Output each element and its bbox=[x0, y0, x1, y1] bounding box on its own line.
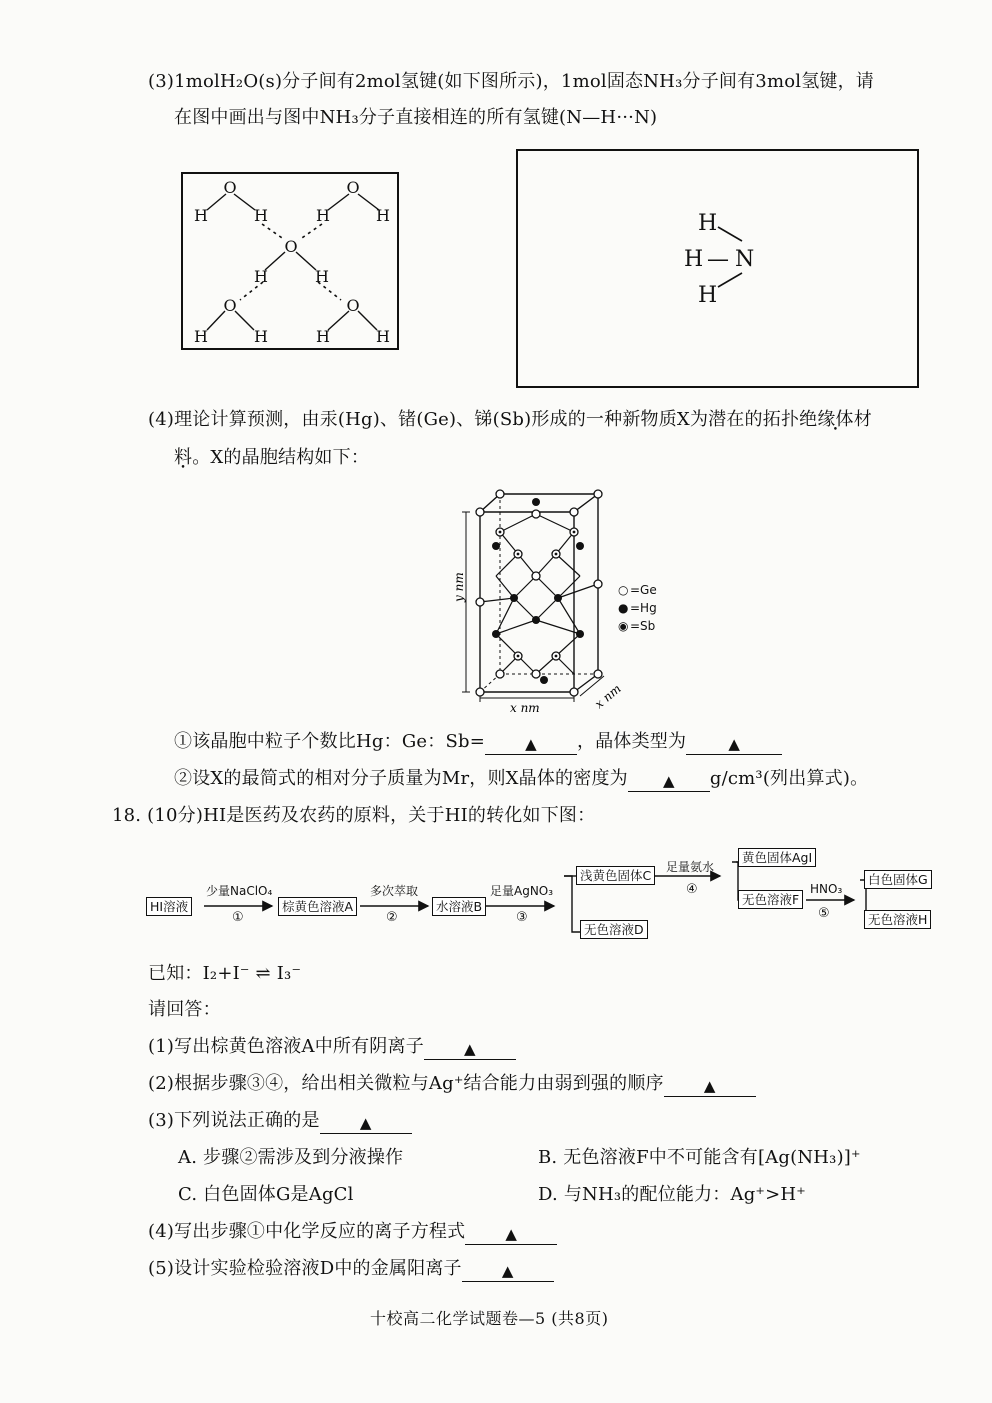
water-hbond-figure bbox=[181, 172, 399, 350]
q18-header: 18. (10分)HI是医药及农药的原料，关于HI的转化如下图： bbox=[112, 805, 596, 826]
atom-label-h: H bbox=[316, 327, 330, 346]
ammonia-n: N bbox=[735, 247, 755, 272]
answer-blank[interactable] bbox=[485, 734, 577, 755]
atom-label-h: H bbox=[254, 206, 268, 225]
atom-label-o: O bbox=[223, 296, 237, 315]
ammonia-h-bottom: H bbox=[698, 283, 718, 308]
legend-sb-symbol: ◉ bbox=[618, 619, 629, 633]
option-c: C. 白色固体G是AgCl bbox=[178, 1184, 354, 1205]
answer-blank[interactable] bbox=[628, 771, 710, 792]
emphasis-text: 绝缘体材 bbox=[799, 409, 872, 430]
q18-part-2: (2)根据步骤③④，给出相关微粒与Ag⁺结合能力由弱到强的顺序 ▲ bbox=[148, 1072, 756, 1097]
flow-box-h: 无色溶液H bbox=[864, 910, 931, 929]
q17-4-sub1: ①该晶胞中粒子个数比Hg：Ge：Sb= ▲ ，晶体类型为 ▲ bbox=[174, 730, 782, 755]
flow-step-3: ③ bbox=[516, 910, 528, 925]
atom-label-h: H bbox=[254, 327, 268, 346]
option-d: D. 与NH₃的配位能力：Ag⁺>H⁺ bbox=[538, 1184, 806, 1205]
q18-known: 已知：I₂+I⁻ ⇌ I₃⁻ bbox=[148, 963, 302, 984]
flow-box-a: 棕黄色溶液A bbox=[278, 897, 357, 916]
atom-label-h: H bbox=[194, 206, 208, 225]
blank-marker: ▲ bbox=[501, 1262, 514, 1280]
atom-label-h: H bbox=[376, 206, 390, 225]
legend-ge-text: =Ge bbox=[630, 583, 657, 597]
q17-3-line2: 在图中画出与图中NH₃分子直接相连的所有氢键(N—H···N) bbox=[174, 107, 658, 128]
atom-label-o: O bbox=[284, 237, 298, 256]
q18-part-1: (1)写出棕黄色溶液A中所有阴离子 ▲ bbox=[148, 1035, 516, 1060]
flow-reagent-3: 足量AgNO₃ bbox=[490, 884, 554, 898]
flow-step-4: ④ bbox=[686, 882, 698, 897]
atom-label-h: H bbox=[194, 327, 208, 346]
answer-blank[interactable] bbox=[424, 1039, 516, 1060]
flow-step-2: ② bbox=[386, 910, 398, 925]
water-hbond-diagram bbox=[183, 174, 397, 348]
ammonia-bond-lines bbox=[518, 151, 917, 386]
emphasis-text: 料 bbox=[174, 447, 193, 468]
q18-part-3: (3)下列说法正确的是 ▲ bbox=[148, 1109, 412, 1134]
atom-label-h: H bbox=[254, 267, 268, 286]
q18-part-5: (5)设计实验检验溶液D中的金属阳离子 ▲ bbox=[148, 1257, 554, 1282]
flow-box-g: 白色固体G bbox=[864, 870, 932, 889]
flow-step-5: ⑤ bbox=[818, 906, 830, 921]
atom-label-h: H bbox=[315, 267, 329, 286]
unit-cell-diagram bbox=[452, 484, 696, 716]
blank-marker: ▲ bbox=[505, 1225, 518, 1243]
atom-label-o: O bbox=[346, 178, 360, 197]
atom-label-h: H bbox=[376, 327, 390, 346]
blank-marker: ▲ bbox=[663, 772, 675, 790]
q17-4-line1: (4)理论计算预测，由汞(Hg)、锗(Ge)、锑(Sb)形成的一种新物质X为潜在的拓扑绝缘体材 bbox=[148, 409, 872, 430]
blank-marker: ▲ bbox=[728, 735, 741, 753]
page-footer: 十校高二化学试题卷—5 (共8页) bbox=[370, 1309, 609, 1328]
option-a: A. 步骤②需涉及到分液操作 bbox=[178, 1147, 404, 1168]
ammonia-h-left: H bbox=[684, 247, 704, 272]
flow-box-d: 无色溶液D bbox=[580, 920, 648, 939]
axis-label-y: y nm bbox=[452, 572, 466, 602]
q17-4-sub2: ②设X的最简式的相对分子质量为Mr，则X晶体的密度为 ▲ g/cm³(列出算式)。 bbox=[174, 768, 869, 790]
atom-label-o: O bbox=[346, 296, 360, 315]
axis-label-z: x nm bbox=[592, 681, 624, 712]
legend-hg-symbol: ● bbox=[618, 601, 629, 615]
flow-box-agi: 黄色固体AgI bbox=[738, 848, 816, 867]
option-b: B. 无色溶液F中不可能含有[Ag(NH₃)]⁺ bbox=[538, 1147, 861, 1168]
answer-blank[interactable] bbox=[686, 734, 782, 755]
ammonia-answer-box[interactable] bbox=[516, 149, 919, 388]
blank-marker: ▲ bbox=[703, 1077, 716, 1095]
legend-sb-text: =Sb bbox=[630, 619, 656, 633]
q18-ask: 请回答： bbox=[148, 999, 221, 1020]
flow-reagent-2: 多次萃取 bbox=[370, 884, 419, 898]
unit-cell-figure bbox=[452, 484, 696, 716]
flow-box-b: 水溶液B bbox=[432, 897, 486, 916]
blank-marker: ▲ bbox=[464, 1040, 476, 1058]
axis-label-x: x nm bbox=[510, 701, 540, 715]
flow-step-1: ① bbox=[232, 910, 244, 925]
ammonia-bond: — bbox=[707, 247, 729, 272]
legend-hg-text: =Hg bbox=[630, 601, 657, 615]
atom-label-h: H bbox=[316, 206, 330, 225]
answer-blank[interactable] bbox=[465, 1224, 557, 1245]
flow-box-hi: HI溶液 bbox=[146, 897, 192, 916]
answer-blank[interactable] bbox=[664, 1076, 756, 1097]
flow-reagent-5: HNO₃ bbox=[810, 882, 843, 896]
blank-marker: ▲ bbox=[525, 735, 537, 753]
blank-marker: ▲ bbox=[359, 1114, 372, 1132]
answer-blank[interactable] bbox=[320, 1113, 412, 1134]
flow-box-f: 无色溶液F bbox=[738, 890, 803, 909]
ammonia-h-top: H bbox=[698, 211, 718, 236]
flow-box-c: 浅黄色固体C bbox=[576, 866, 655, 885]
flow-reagent-4: 足量氨水 bbox=[666, 860, 715, 874]
atom-label-o: O bbox=[223, 178, 237, 197]
hi-flowchart bbox=[146, 840, 946, 950]
flow-reagent-1: 少量NaClO₄ bbox=[206, 884, 273, 898]
q17-4-line2: 料。X的晶胞结构如下： bbox=[174, 447, 370, 468]
answer-blank[interactable] bbox=[462, 1261, 554, 1282]
legend-ge-symbol: ○ bbox=[618, 583, 629, 597]
q17-3-line1: (3)1molH₂O(s)分子间有2mol氢键(如下图所示)，1mol固态NH₃分子间有3mol氢键，请 bbox=[148, 71, 875, 92]
q18-part-4: (4)写出步骤①中化学反应的离子方程式 ▲ bbox=[148, 1220, 557, 1245]
